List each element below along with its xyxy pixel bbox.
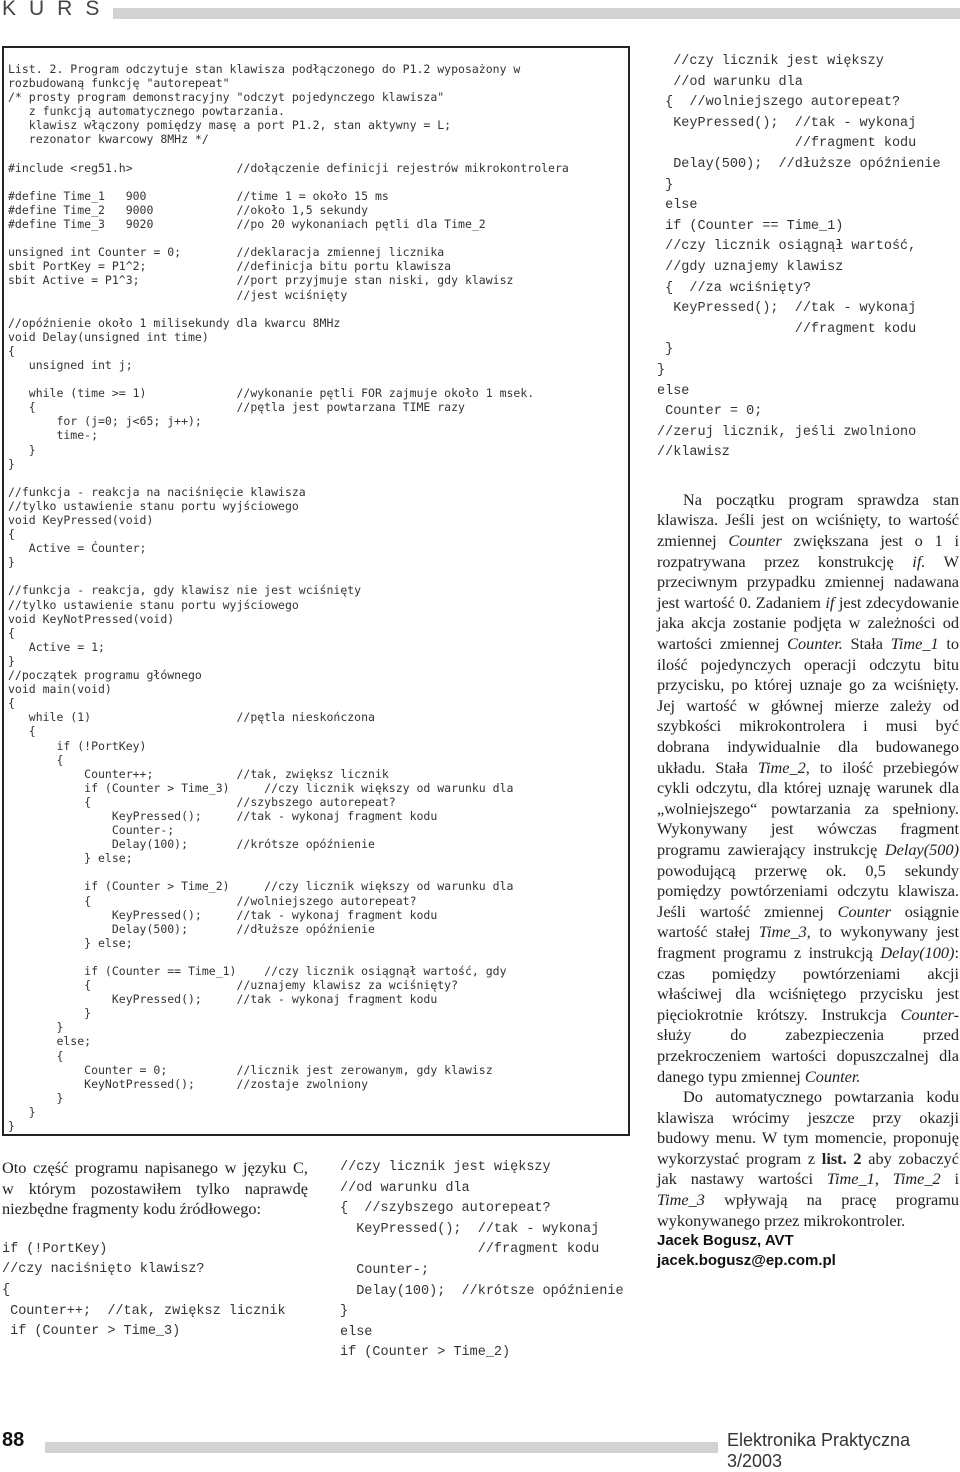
code-line: KeyPressed(); //tak - wykonaj fragment kodu (8, 907, 438, 922)
code-line: //czy licznik jest większy (340, 1160, 551, 1175)
code-line: //fragment kodu (657, 321, 917, 337)
code-line: if (Counter > Time_3) (2, 1324, 181, 1340)
middle-column (340, 1158, 640, 1364)
text: Time_1 (890, 634, 939, 654)
code-line: Counter++; //tak, zwiększ licznik (8, 766, 389, 781)
code-line: #define Time_3 9020 //po 20 wykonaniach pętli dla Time_2 (8, 217, 486, 232)
page-number: 88 (2, 1429, 25, 1451)
code-line (8, 569, 569, 583)
code-line: unsigned int j; (8, 357, 133, 372)
text: , (874, 1169, 893, 1189)
text: Time_1 (826, 1169, 875, 1189)
code-line: KeyPressed(); //tak - wykonaj (657, 301, 917, 317)
code-line (8, 147, 569, 161)
text: Delay(500) (884, 839, 959, 859)
code-line: } (340, 1304, 349, 1320)
magazine-issue: Elektronika Praktyczna 3/2003 (727, 1430, 911, 1471)
code-line: { //za wciśnięty? (657, 280, 811, 296)
code-line: { //uznajemy klawisz za wciśnięty? (8, 978, 459, 993)
code-line: { (8, 343, 15, 358)
code-line: { (8, 696, 15, 711)
code-line: void main(void) (8, 682, 112, 697)
text: Counter. (804, 1066, 861, 1086)
code-line: z funkcją automatycznego powtarzania. (8, 104, 285, 119)
code-line (8, 865, 569, 879)
code-line: //jest wciśnięty (8, 287, 348, 302)
text: aby zobaczyć jak nastawy wartości (657, 1148, 960, 1189)
text: , to wykonywany jest fragment programu z instrukcją (657, 922, 960, 962)
code-line: } (657, 342, 674, 358)
code-line: { (8, 527, 15, 542)
text: Time_3 (758, 922, 807, 942)
code-line: } (8, 1020, 64, 1035)
code-line: else (657, 383, 690, 399)
text: wpływają na pracę programu wykonywanego przez mikrokontroler. (657, 1190, 959, 1230)
code-line: #include <reg51.h> //dołączenie definicji rejestrów mikrokontrolera (8, 160, 569, 175)
code-line: sbit PortKey = P1^2; //definicja bitu portu klawisza (8, 259, 452, 274)
text: Counter (837, 901, 891, 921)
code-line: Counter = 0; (657, 404, 763, 420)
code-line: if (Counter == Time_1) //czy licznik osiągnął wartość, gdy (8, 964, 507, 978)
text: if. (912, 551, 926, 571)
code-line: while (time >= 1) //wykonanie pętli FOR zajmuje około 1 msek. (8, 386, 535, 401)
code-line: Counter = 0; //licznik jest zerowanym, gdy klawisz (8, 1062, 493, 1077)
text: jest zdecydowanie jaka akcja zostanie podjęta w zależności od wartości zmiennej (657, 592, 960, 654)
code-line: //tylko ustawienie stanu portu wyjściowego (8, 498, 299, 513)
code-line: //zeruj licznik, jeśli zwolniono (657, 424, 917, 440)
header-bar (113, 8, 960, 19)
code-line (8, 471, 569, 485)
code-line: else (657, 198, 698, 214)
code-line: KeyPressed(); //tak - wykonaj (340, 1221, 600, 1237)
paragraph-explanation (657, 490, 959, 1087)
code-line: //funkcja - reakcja na naciśnięcie klawisza (8, 484, 306, 499)
text: list. 2 (821, 1148, 862, 1168)
text: Time_2 (757, 757, 806, 777)
code-line: KeyPressed(); //tak - wykonaj (657, 115, 917, 131)
text: Time_3 (657, 1190, 705, 1210)
code-line (8, 231, 569, 245)
code-line (8, 302, 569, 316)
code-line: if (Counter == Time_1) (657, 218, 844, 234)
code-line: //fragment kodu (657, 136, 917, 152)
code-line: { //wolniejszego autorepeat? (657, 95, 901, 111)
text: Delay(100) (880, 942, 955, 962)
code-line: Active = 1; (8, 639, 105, 654)
code-line: Delay(500); //dłuższe opóźnienie (8, 921, 375, 936)
code-line: else; (8, 1034, 92, 1049)
code-line: while (1) //pętla nieskończona (8, 710, 375, 725)
code-line: { //szybszego autorepeat? (340, 1201, 551, 1217)
code-line: //początek programu głównego (8, 668, 202, 683)
code-line: //od warunku dla (340, 1180, 470, 1196)
code-line: } (8, 456, 15, 471)
code-line: //czy licznik jest większy (657, 54, 884, 69)
author-email[interactable]: jacek.bogusz@ep.com.pl (657, 1252, 836, 1270)
code-line: KeyPressed(); //tak - wykonaj fragment kodu (8, 992, 438, 1007)
code-line: klawisz włączony pomiędzy masę a port P1.2, stan aktywny = L; (8, 118, 452, 133)
code-line: } (657, 362, 666, 378)
text: Time_2 (892, 1169, 941, 1189)
code-line: { (8, 625, 15, 640)
text: W przeciwnym przypadku zmiennej nadawana jest wartość 0. Zadaniem (657, 551, 959, 612)
code-line: } (8, 1119, 15, 1134)
code-line: //czy licznik osiągnął wartość, (657, 239, 917, 255)
code-fragment-right (657, 52, 959, 464)
code-line: Delay(500); //dłuższe opóźnienie (657, 156, 941, 172)
text: służy do zabezpieczenia przed przekroczeniem wartości dopuszczalnej dla danego typu zmiennej (657, 1025, 959, 1086)
text: zwiększana jest o 1 i rozpatrywana przez konstrukcję (657, 531, 959, 571)
text: i (940, 1169, 959, 1189)
code-line: if (Counter > Time_2) //czy licznik większy od warunku dla (8, 879, 514, 894)
code-line: #define Time_1 900 //time 1 = około 15 ms (8, 188, 389, 203)
paragraph-closing (657, 1087, 959, 1231)
code-line (8, 175, 569, 189)
code-line: if (!PortKey) (2, 1241, 108, 1257)
code-line: } else; (8, 935, 133, 950)
code-line: rezonator kwarcowy 8MHz */ (8, 132, 209, 147)
text: : czas pomiędzy powtórzeniami akcji właściwej dla wciśniętego przycisku jest pięciokrotnie krótszy. Instrukcja (657, 942, 959, 1024)
code-listing (8, 62, 569, 1133)
code-line: } (8, 555, 15, 570)
code-line: if (Counter > Time_3) //czy licznik większy od warunku dla (8, 780, 514, 795)
code-line: } (657, 177, 674, 193)
code-line: KeyNotPressed(); //zostaje zwolniony (8, 1076, 369, 1091)
author-name: Jacek Bogusz, AVT (657, 1232, 794, 1250)
code-line: List. 2. Program odczytuje stan klawisza podłączonego do P1.2 wyposażony w (8, 62, 521, 76)
code-line: { (8, 1048, 64, 1063)
code-line: //od warunku dla (657, 74, 803, 90)
code-line: { (8, 752, 64, 767)
code-line: Active = Ćounter; (8, 541, 147, 556)
code-line: unsigned int Counter = 0; //deklaracja zmiennej licznika (8, 245, 445, 260)
code-line: else (340, 1324, 373, 1340)
code-line: Delay(100); //krótsze opóźnienie (8, 837, 375, 852)
code-line: //gdy uznajemy klawisz (657, 259, 844, 275)
code-line: for (j=0; j<65; j++); (8, 414, 202, 429)
code-line: //czy naciśnięto klawisz? (2, 1262, 205, 1278)
left-column (2, 1158, 308, 1343)
text: Counter. (787, 634, 843, 654)
code-line: } (8, 1104, 36, 1119)
code-line (8, 372, 569, 386)
code-line: //klawisz (657, 445, 730, 461)
text: to ilość pojedynczych operacji odczytu bitu przycisku, po której uznaje go za wciśnięty. Jej wartość w głównej mierze zależy od szybkości mikrokontrolera i musi być dobrana indywidualnie dla budowanego układu. Stała (657, 634, 959, 777)
code-line: void Delay(unsigned int time) (8, 329, 209, 344)
section-header: KURS (2, 0, 113, 20)
text: osiągnie wartość stałej (657, 901, 960, 942)
code-line: Counter++; //tak, zwiększ licznik (2, 1303, 286, 1319)
code-line: } else; (8, 851, 133, 866)
right-column (657, 52, 959, 1271)
code-line: } (8, 653, 15, 668)
code-line: { (2, 1282, 11, 1298)
text: Do automatycznego powtarzania kodu klawisza wrócimy jeszcze przy okazji budowy menu. W tym momencie, proponuję wykorzystać program z (657, 1087, 959, 1168)
text: , to ilość przebiegów cykli odczytu, dla której uznaję warunek dla „wolniejszego“ powtarzania za spełniony. Wykonywany jest wówczas fragment programu zawierający instrukcję (657, 757, 960, 859)
code-line: #define Time_2 9000 //około 1,5 sekundy (8, 202, 369, 217)
code-line: { //szybszego autorepeat? (8, 794, 396, 809)
code-line: Delay(100); //krótsze opóźnienie (340, 1283, 624, 1299)
text: if (825, 592, 835, 612)
code-line: Counter-; (340, 1262, 430, 1278)
code-line: { //wolniejszego autorepeat? (8, 893, 417, 908)
article-text (657, 490, 959, 1231)
code-line (8, 950, 569, 964)
code-line: } (8, 442, 36, 457)
code-line: //opóźnienie około 1 milisekundy dla kwarcu 8MHz (8, 315, 341, 330)
code-line: /* prosty program demonstracyjny "odczyt pojedynczego klawisza" (8, 90, 445, 105)
code-line: { //pętla jest powtarzana TIME razy (8, 400, 465, 415)
text: Counter (728, 531, 782, 551)
code-line: void KeyNotPressed(void) (8, 611, 175, 626)
code-line: if (Counter > Time_2) (340, 1345, 511, 1361)
code-line: KeyPressed(); //tak - wykonaj fragment kodu (8, 808, 438, 823)
code-line: if (!PortKey) (8, 738, 147, 753)
code-fragment-left (2, 1240, 308, 1343)
code-fragment-middle (340, 1158, 640, 1364)
code-line: sbit Active = P1^3; //port przyjmuje stan niski, gdy klawisz (8, 273, 514, 288)
code-line: //tylko ustawienie stanu portu wyjściowego (8, 597, 299, 612)
code-listing-box (2, 46, 630, 1136)
code-line: void KeyPressed(void) (8, 513, 154, 527)
code-line: } (8, 1006, 92, 1021)
footer-bar (45, 1442, 718, 1453)
text: powodującą przerwę ok. 0,5 sekundy pomiędzy powtórzeniami odczytu klawisza. Jeśli wartość zmiennej (657, 860, 959, 921)
code-line: Counter-; (8, 823, 175, 838)
code-line: { (8, 724, 36, 739)
intro-paragraph: Oto część programu napisanego w języku C, w którym pozostawiłem tylko naprawdę niezbędne fragmenty kodu źródłowego: (2, 1158, 308, 1219)
code-line: time-; (8, 428, 99, 443)
code-line: rozbudowaną funkcję "autorepeat" (8, 76, 230, 91)
text: Na początku program sprawdza stan klawisza. Jeśli jest on wciśnięty, to wartość zmiennej (657, 489, 959, 551)
text: Counter- (900, 1004, 959, 1024)
text: Stała (842, 634, 891, 654)
code-line: //funkcja - reakcja, gdy klawisz nie jest wciśnięty (8, 583, 362, 598)
code-line: //fragment kodu (340, 1242, 600, 1258)
code-line: } (8, 1090, 64, 1105)
